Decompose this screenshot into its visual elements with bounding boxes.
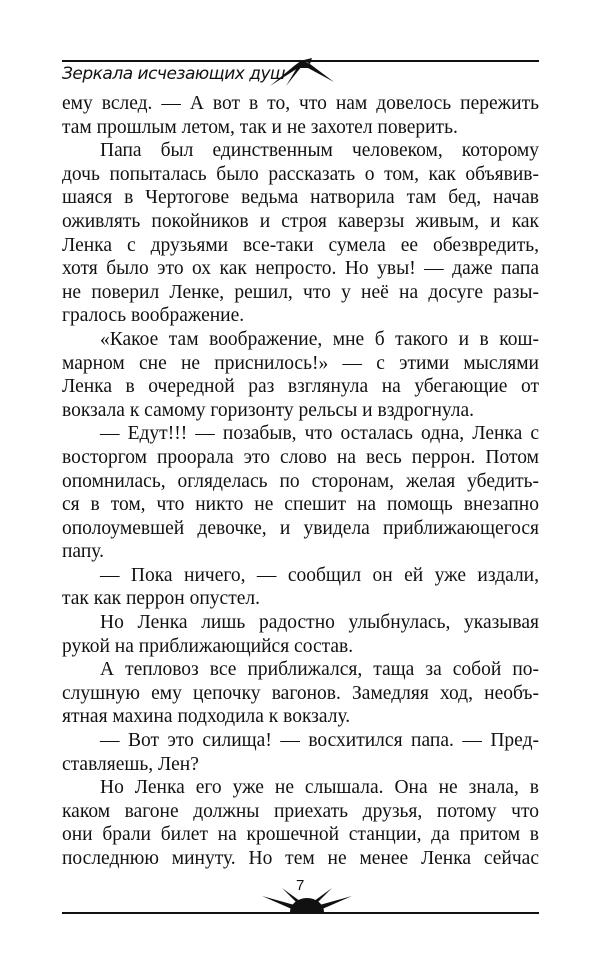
text-line: А тепловоз все приближался, таща за собой по- (100, 659, 539, 681)
text-line: опомнилась, огляделась по сторонам, желая убедить- (62, 470, 539, 492)
text-line: Но Ленка лишь радостно улыбнулась, указывая (100, 612, 539, 634)
paragraph (62, 139, 539, 328)
text-line: ему вслед. — А вот в то, что нам довелось пережить (62, 93, 539, 114)
text-line: Ленка в очередной раз взглянула на убегающие от (62, 376, 539, 398)
text-line: гралось воображение. (62, 305, 245, 327)
text-line: оживлять покойников и строя каверзы живым, и как (62, 210, 539, 232)
text-line: Но Ленка его уже не слышала. Она не знала, в (100, 777, 539, 799)
text-line: папу. (62, 541, 104, 563)
text-line: «Какое там воображение, мне б такого и в кош- (100, 328, 539, 350)
paragraph (62, 729, 539, 776)
sunburst-ornament-icon (262, 886, 352, 914)
text-line: они брали билет на крошечной станции, да притом в (62, 824, 539, 846)
sunburst-ornament-icon (268, 58, 348, 88)
text-line: Папа был единственным человеком, которому (100, 140, 539, 162)
text-line: дочь попыталась было рассказать о том, как объявив- (62, 163, 539, 185)
text-line: вокзала к самому горизонту рельсы и вздрогнула. (62, 399, 475, 421)
paragraph (62, 92, 539, 139)
text-line: рукой на приближающийся состав. (62, 635, 354, 657)
text-line: восторгом проорала это слово на весь перрон. Потом (62, 446, 539, 468)
text-line: ополоумевшей девочке, и увидела приближающегося (62, 517, 539, 539)
paragraph (62, 658, 539, 729)
text-line: — Вот это силища! — восхитился папа. — Пред- (100, 730, 539, 752)
text-line: ставляешь, Лен? (62, 753, 199, 775)
paragraph (62, 328, 539, 422)
text-line: — Едут!!! — позабыв, что осталась одна, Ленка с (100, 423, 539, 445)
page-number: 7 (296, 877, 305, 894)
footer-rule (62, 912, 539, 914)
text-line: марном сне не приснилось!» — с этими мыслями (62, 352, 539, 374)
running-title: Зеркала исчезающих душ (62, 64, 286, 84)
text-line: шаяся в Чертогове ведьма натворила там бед, начав (62, 187, 539, 209)
text-line: — Пока ничего, — сообщил он ей уже издали, (100, 564, 539, 586)
paragraph (62, 422, 539, 564)
text-line: слушную ему цепочку вагонов. Замедляя ход, необъ- (62, 682, 539, 704)
text-line: там прошлым летом, так и не захотел поверить. (62, 116, 458, 138)
paragraph (62, 611, 539, 658)
text-line: каком вагоне должны приехать друзья, потому что (62, 800, 539, 822)
body-text (62, 92, 539, 871)
paragraph (62, 564, 539, 611)
text-line: Ленка с друзьями все-таки сумела ее обезвредить, (62, 234, 539, 256)
text-line: ся в том, что никто не спешит на помощь внезапно (62, 494, 539, 516)
paragraph (62, 776, 539, 870)
text-line: ятная махина подходила к вокзалу. (62, 706, 351, 728)
text-line: так как перрон опустел. (62, 588, 260, 610)
text-line: последнюю минуту. Но тем не менее Ленка сейчас (62, 848, 539, 869)
text-line: хотя было это ох как непросто. Но увы! — даже папа (62, 258, 539, 280)
text-line: не поверил Ленке, решил, что у неё на досуге разы- (62, 281, 539, 303)
